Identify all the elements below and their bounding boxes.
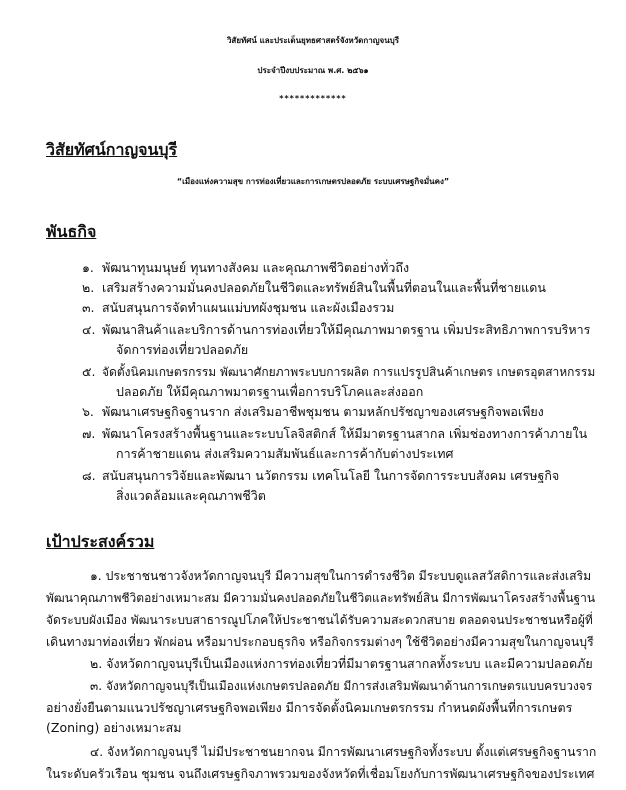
item-text-continued: การค้าชายแดน ส่งเสริมความสัมพันธ์และการค้ากับต่างประเทศ xyxy=(116,446,454,461)
paragraph-line: ๓. จังหวัดกาญจนบุรีเป็นเมืองแห่งเกษตรปลอดภัย มีการส่งเสริมพัฒนาด้านการเกษตรแบบครบวงจร xyxy=(90,679,593,693)
item-number: ๒. xyxy=(82,280,95,295)
document-title-line1: วิสัยทัศน์ และประเด็นยุทธศาสตร์จังหวัดกาญจนบุรี xyxy=(226,36,400,45)
item-number: ๕. xyxy=(82,364,96,379)
item-text-continued: จัดการท่องเที่ยวปลอดภัย xyxy=(116,342,249,357)
item-text: พัฒนาสินค้าและบริการด้านการท่องเที่ยวให้มีคุณภาพมาตรฐาน เพิ่มประสิทธิภาพการบริหาร xyxy=(102,322,591,337)
item-text: พัฒนาทุนมนุษย์ ทุนทางสังคม และคุณภาพชีวิตอย่างทั่วถึง xyxy=(102,260,410,275)
paragraph-line: ในระดับครัวเรือน ชุมชน จนถึงเศรษฐกิจภาพรวมของจังหวัดที่เชื่อมโยงกับการพัฒนาเศรษฐกิจของประเทศ xyxy=(46,767,595,781)
item-text: สนับสนุนการวิจัยและพัฒนา นวัตกรรม เทคโนโลยี ในการจัดการระบบสังคม เศรษฐกิจ xyxy=(102,468,560,483)
item-number: ๘. xyxy=(82,468,96,483)
item-text: สนับสนุนการจัดทำแผนแม่บทผังชุมชน และผังเมืองรวม xyxy=(102,300,395,315)
item-text-continued: ปลอดภัย ให้มีคุณภาพมาตรฐานเพื่อการบริโภคและส่งออก xyxy=(116,384,424,399)
vision-heading: วิสัยทัศน์กาญจนบุรี xyxy=(46,140,178,159)
paragraph-line: พัฒนาคุณภาพชีวิตอย่างเหมาะสม มีความมั่นคงปลอดภัยในชีวิตและทรัพย์สิน มีการพัฒนาโครงสร้างพื้นฐาน xyxy=(46,591,596,605)
item-text-continued: สิ่งแวดล้อมและคุณภาพชีวิต xyxy=(116,488,266,503)
paragraph-line: ๑. ประชาชนชาวจังหวัดกาญจนบุรี มีความสุขในการดำรงชีวิต มีระบบดูแลสวัสดิการและส่งเสริม xyxy=(90,569,592,583)
item-text: จัดตั้งนิคมเกษตรกรรม พัฒนาศักยภาพระบบการผลิต การแปรรูปสินค้าเกษตร เกษตรอุตสาหกรรม xyxy=(102,365,596,379)
document-title-line2: ประจำปีงบประมาณ พ.ศ. ๒๕๖๑ xyxy=(257,66,369,75)
paragraph-line: จัดระบบผังเมือง พัฒนาระบบสาธารณูปโภคให้ประชาชนได้รับความสะดวกสบาย ตลอดจนประชาชนหรือผู้ที่ xyxy=(46,613,593,627)
item-text: เสริมสร้างความมั่นคงปลอดภัยในชีวิตและทรัพย์สินในพื้นที่ตอนในและพื้นที่ชายแดน xyxy=(102,280,546,295)
paragraph-line: (Zoning) อย่างเหมาะสม xyxy=(46,720,182,735)
paragraph-line: ๔. จังหวัดกาญจนบุรี ไม่มีประชาชนยากจน มีการพัฒนาเศรษฐกิจทั้งระบบ ตั้งแต่เศรษฐกิจฐานราก xyxy=(90,745,597,759)
item-text: พัฒนาโครงสร้างพื้นฐานและระบบโลจิสติกส์ ให้มีมาตรฐานสากล เพิ่มช่องทางการค้าภายใน xyxy=(102,426,588,441)
item-number: ๓. xyxy=(82,300,95,315)
vision-statement: “เมืองแห่งความสุข การท่องเที่ยวและการเกษตรปลอดภัย ระบบเศรษฐกิจมั่นคง” xyxy=(176,177,450,186)
paragraph-line: ๒. จังหวัดกาญจนบุรีเป็นเมืองแห่งการท่องเที่ยวที่มีมาตรฐานสากลทั้งระบบ และมีความปลอดภัย xyxy=(90,656,593,671)
mission-heading: พันธกิจ xyxy=(46,222,97,241)
item-number: ๗. xyxy=(82,426,96,441)
item-number: ๑. xyxy=(82,260,94,275)
goals-heading: เป้าประสงค์รวม xyxy=(46,532,155,551)
item-number: ๔. xyxy=(82,322,96,337)
title-separator: ************* xyxy=(279,94,347,103)
item-text: พัฒนาเศรษฐกิจฐานราก ส่งเสริมอาชีพชุมชน ตามหลักปรัชญาของเศรษฐกิจพอเพียง xyxy=(102,404,544,419)
paragraph-line: เดินทางมาท่องเที่ยว พักผ่อน หรือมาประกอบธุรกิจ หรือกิจกรรมต่างๆ ใช้ชีวิตอย่างมีความสุขในกาญจนบุรี xyxy=(46,635,594,649)
item-number: ๖. xyxy=(82,404,94,419)
paragraph-line: อย่างยั่งยืนตามแนวปรัชญาเศรษฐกิจพอเพียง มีการจัดตั้งนิคมเกษตรกรรม กำหนดผังพื้นที่การเกษตร xyxy=(46,700,573,715)
